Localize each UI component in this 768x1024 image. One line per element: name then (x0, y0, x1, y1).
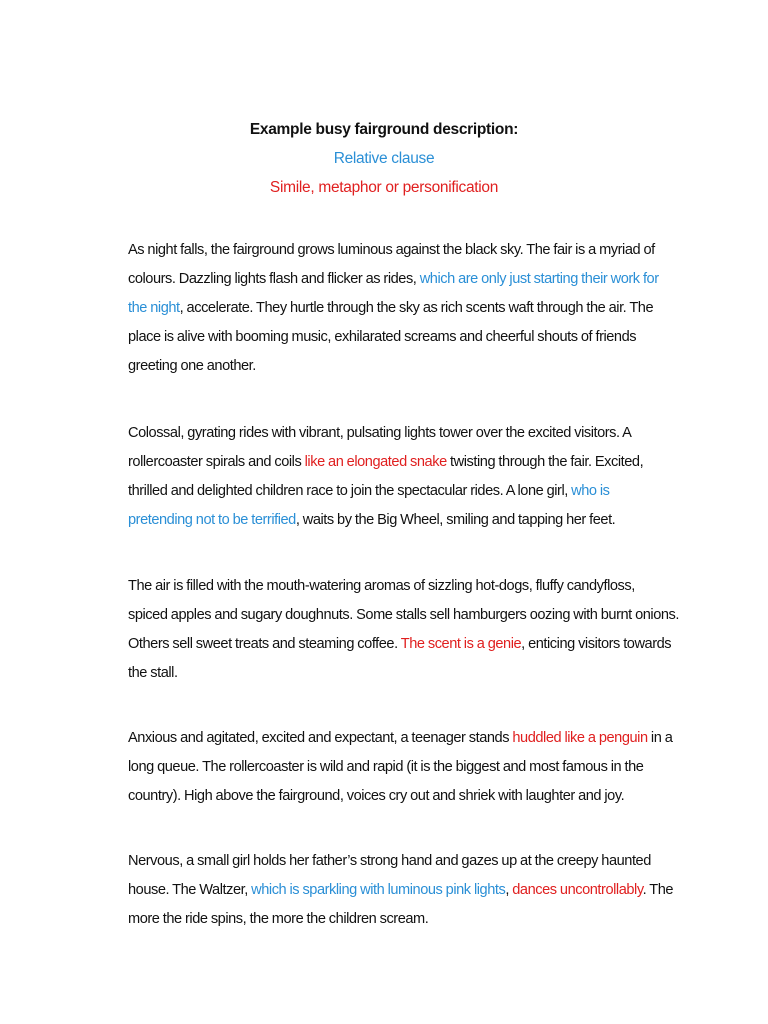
figurative-span: dances uncontrollably (512, 882, 643, 898)
text-span: colours. Dazzling lights flash and flicker as rides, (128, 271, 420, 287)
text-span: long queue. The rollercoaster is wild and rapid (it is the biggest and most famous in the (128, 759, 644, 775)
paragraph-line (128, 601, 679, 630)
paragraph-line (128, 630, 672, 659)
paragraph-line (128, 782, 628, 811)
text-span: , (505, 882, 513, 898)
legend-relative-clause: Relative clause (333, 150, 435, 167)
text-span: country). High above the fairground, voices cry out and shriek with laughter and joy. (128, 788, 625, 804)
paragraph-2 (128, 419, 644, 535)
document-title: Example busy fairground description: (249, 121, 519, 138)
paragraph-line (128, 659, 628, 688)
text-span: , waits by the Big Wheel, smiling and tapping her feet. (295, 512, 616, 528)
text-span: twisting through the fair. Excited, (446, 454, 644, 470)
paragraph-line (128, 506, 628, 535)
text-span: As night falls, the fairground grows luminous against the black sky. The fair is a myriad of (128, 242, 655, 258)
relative-clause-span: pretending not to be terrified (128, 512, 296, 528)
legend-figurative-language: Simile, metaphor or personification (269, 179, 499, 196)
text-span: place is alive with booming music, exhilarated screams and cheerful shouts of friends (128, 329, 637, 345)
text-span: , enticing visitors towards (521, 636, 672, 652)
paragraph-line (128, 876, 674, 905)
paragraph-line (128, 724, 673, 753)
paragraph-line (128, 847, 651, 876)
paragraph-1 (128, 236, 659, 381)
text-span: , accelerate. They hurtle through the sky as rich scents waft through the air. The (179, 300, 654, 316)
paragraph-line (128, 905, 628, 934)
text-span: thrilled and delighted children race to join the spectacular rides. A lone girl, (128, 483, 572, 499)
text-span: Nervous, a small girl holds her father’s strong hand and gazes up at the creepy haunted (128, 853, 651, 869)
text-span: Colossal, gyrating rides with vibrant, pulsating lights tower over the excited visitors. A (128, 425, 632, 441)
paragraph-line (128, 323, 637, 352)
text-span: The air is filled with the mouth-watering aromas of sizzling hot-dogs, fluffy candyfloss, (128, 578, 635, 594)
paragraph-line (128, 753, 644, 782)
text-span: house. The Waltzer, (128, 882, 252, 898)
text-span: greeting one another. (128, 358, 256, 374)
relative-clause-span: which are only just starting their work for (419, 271, 659, 287)
text-span: in a (647, 730, 673, 746)
text-span: spiced apples and sugary doughnuts. Some stalls sell hamburgers oozing with burnt onions. (128, 607, 679, 623)
text-span: . The (642, 882, 674, 898)
paragraph-line (128, 419, 632, 448)
paragraph-line (128, 236, 655, 265)
heading-block (0, 115, 768, 202)
paragraph-line (128, 448, 644, 477)
paragraph-4 (128, 724, 673, 811)
paragraph-line (128, 265, 659, 294)
text-span: more the ride spins, the more the children scream. (128, 911, 429, 927)
figurative-span: like an elongated snake (304, 454, 447, 470)
paragraph-line (128, 572, 635, 601)
paragraph-line (128, 477, 628, 506)
text-span: Anxious and agitated, excited and expectant, a teenager stands (128, 730, 513, 746)
text-span: the stall. (128, 665, 178, 681)
relative-clause-span: which is sparkling with luminous pink lights (251, 882, 506, 898)
paragraph-3 (128, 572, 679, 688)
relative-clause-span: who is (571, 483, 610, 499)
text-span: Others sell sweet treats and steaming coffee. (128, 636, 401, 652)
text-span: rollercoaster spirals and coils (128, 454, 305, 470)
paragraph-line (128, 352, 628, 381)
paragraph-5 (128, 847, 674, 934)
relative-clause-span: the night (128, 300, 180, 316)
figurative-span: huddled like a penguin (512, 730, 648, 746)
figurative-span: The scent is a genie (400, 636, 522, 652)
paragraph-line (128, 294, 654, 323)
